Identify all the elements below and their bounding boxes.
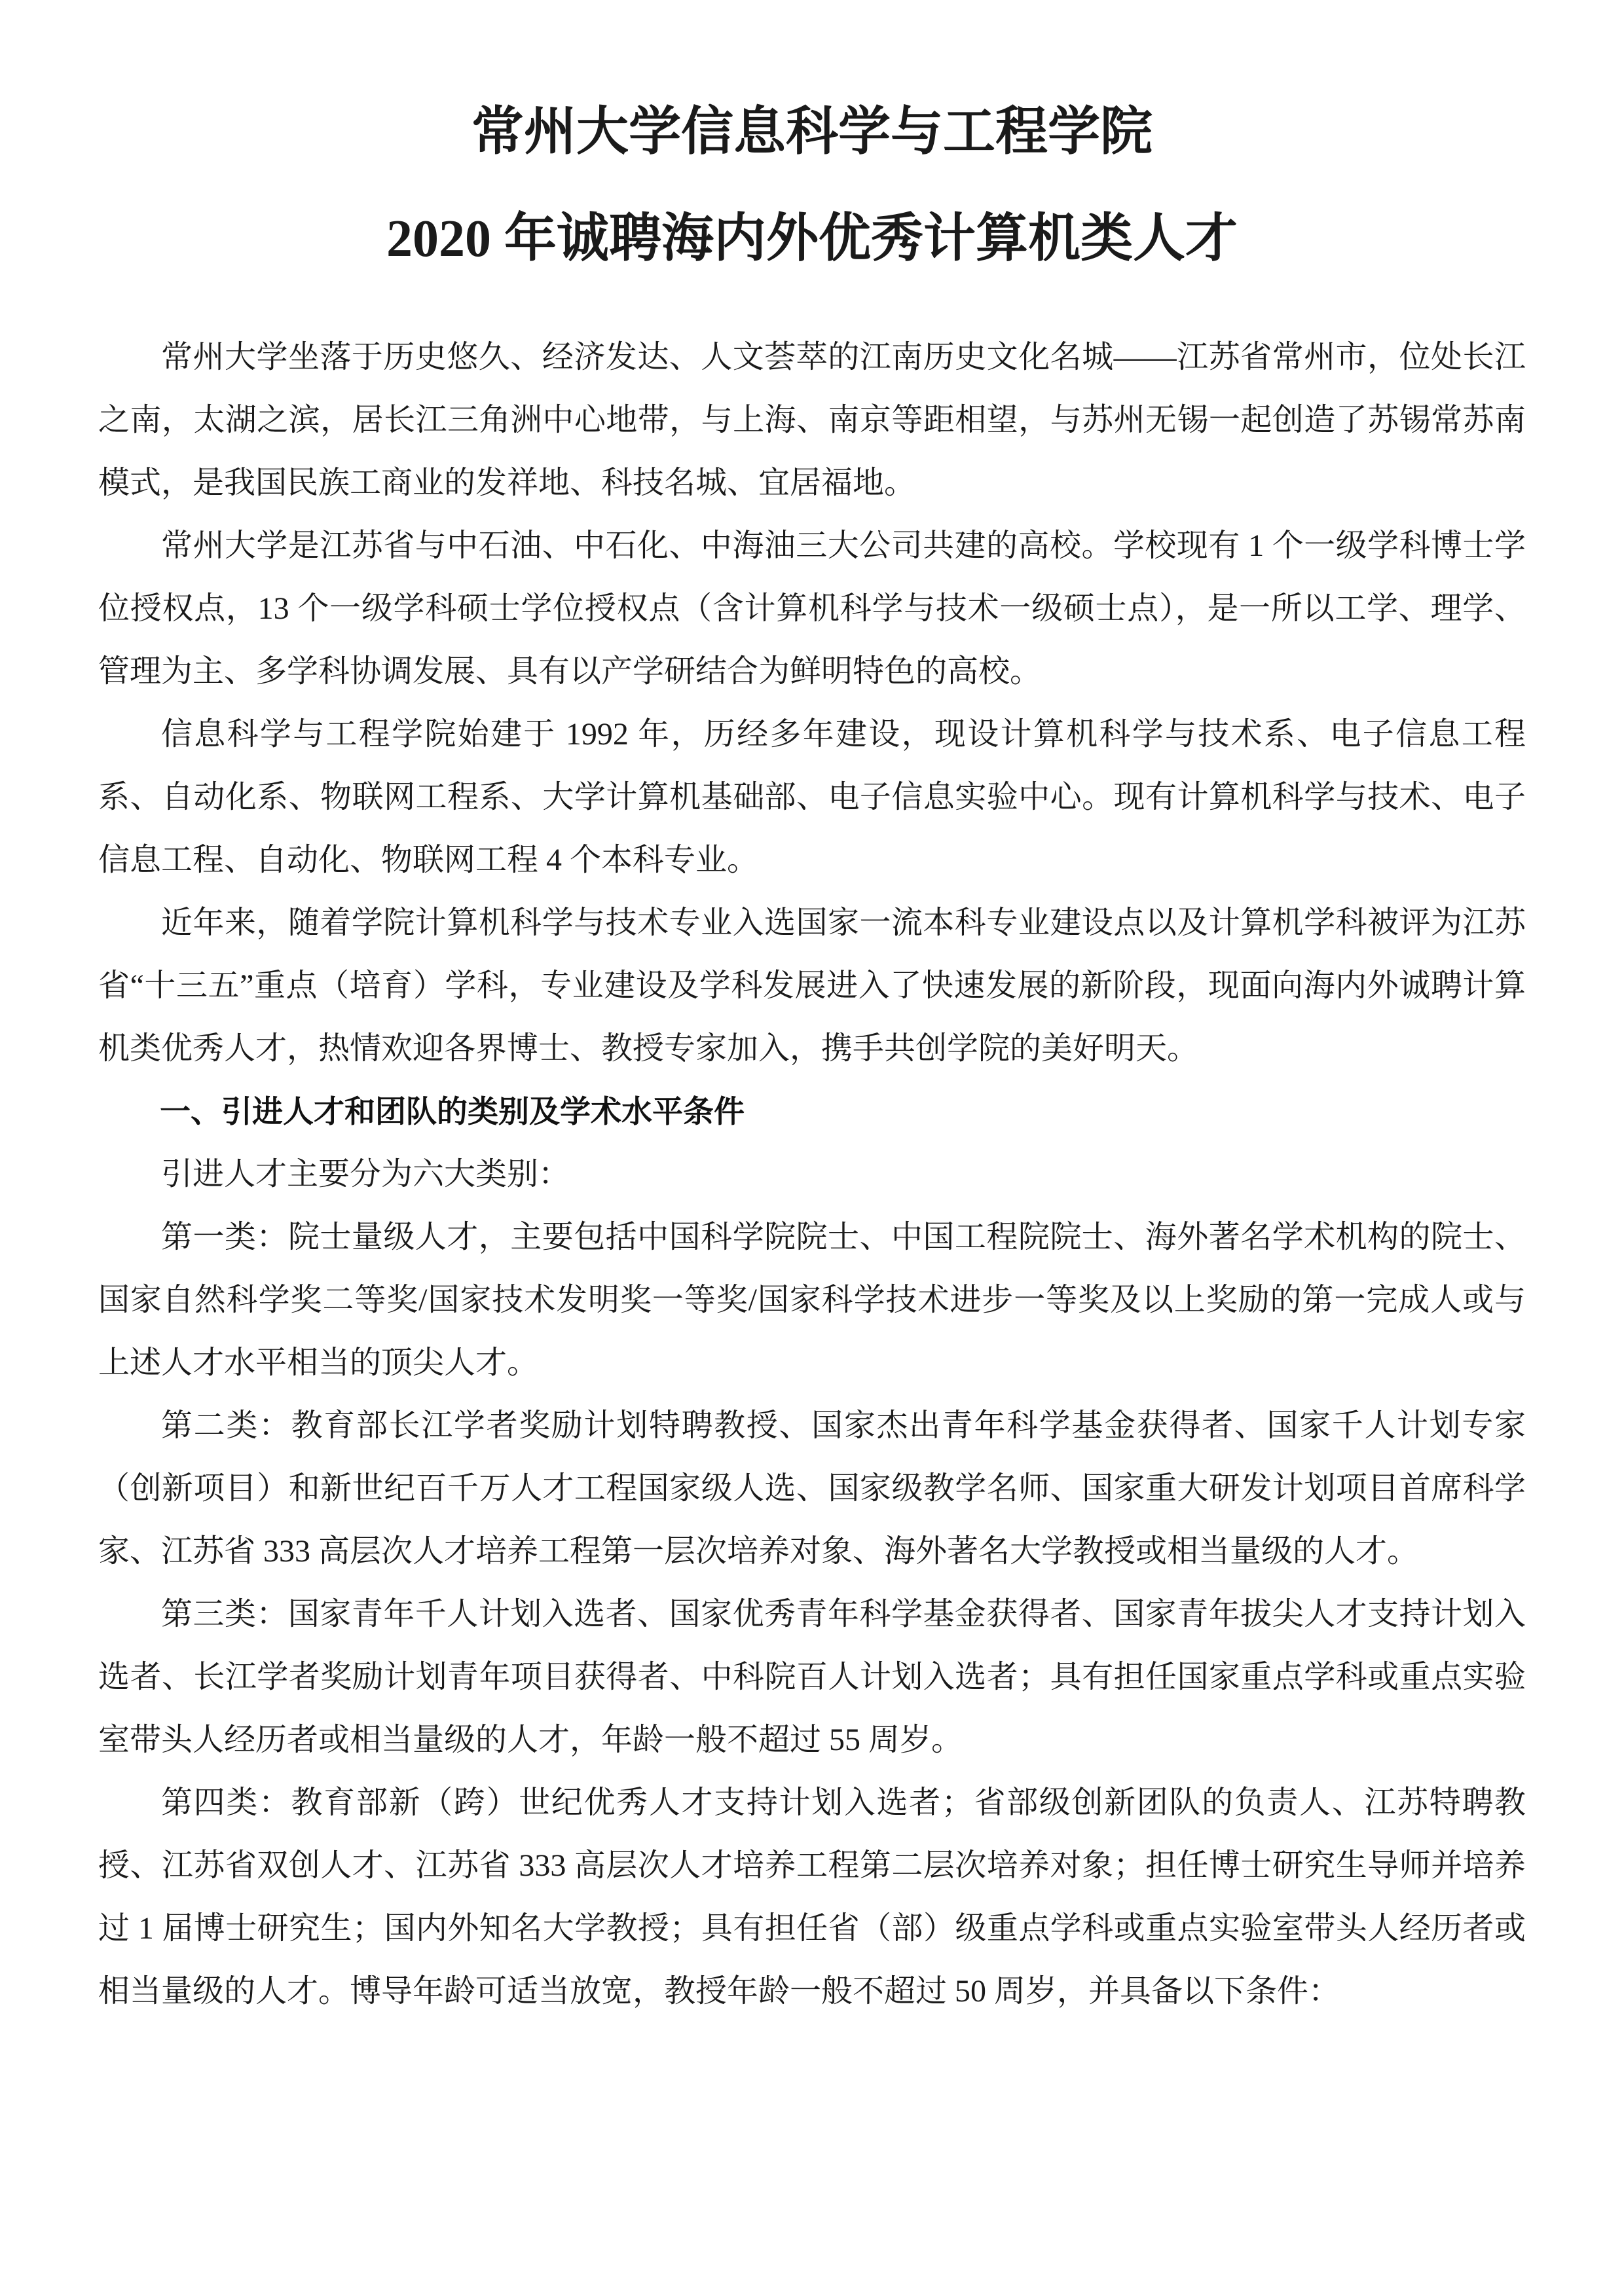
category-paragraph-1: 第一类：院士量级人才，主要包括中国科学院院士、中国工程院院士、海外著名学术机构的院士、国家自然科学奖二等奖/国家技术发明奖一等奖/国家科学技术进步一等奖及以上奖励的第一完成人或与上述人才水平相当的顶尖人才。 xyxy=(98,1220,1526,1380)
document-title-line2: 2020 年诚聘海内外优秀计算机类人才 xyxy=(386,210,1238,268)
intro-paragraph-2: 常州大学是江苏省与中石油、中石化、中海油三大公司共建的高校。学校现有 1 个一级学科博士学位授权点，13 个一级学科硕士学位授权点（含计算机科学与技术一级硕士点），是一所以工学、理学、管理为主、多学科协调发展、具有以产学研结合为鲜明特色的高校。 xyxy=(98,528,1526,689)
category-paragraph-3: 第三类：国家青年千人计划入选者、国家优秀青年科学基金获得者、国家青年拔尖人才支持计划入选者、长江学者奖励计划青年项目获得者、中科院百人计划入选者；具有担任国家重点学科或重点实验室带头人经历者或相当量级的人才，年龄一般不超过 55 周岁。 xyxy=(98,1597,1526,1757)
section-lead: 引进人才主要分为六大类别： xyxy=(161,1157,570,1192)
category-paragraph-2: 第二类：教育部长江学者奖励计划特聘教授、国家杰出青年科学基金获得者、国家千人计划专家（创新项目）和新世纪百千万人才工程国家级人选、国家级教学名师、国家重大研发计划项目首席科学家、江苏省 333 高层次人才培养工程第一层次培养对象、海外著名大学教授或相当量级的人才。 xyxy=(98,1408,1526,1569)
intro-paragraph-1: 常州大学坐落于历史悠久、经济发达、人文荟萃的江南历史文化名城——江苏省常州市，位处长江之南，太湖之滨，居长江三角洲中心地带，与上海、南京等距相望，与苏州无锡一起创造了苏锡常苏南模式，是我国民族工商业的发祥地、科技名城、宜居福地。 xyxy=(98,340,1526,500)
intro-paragraph-4: 近年来，随着学院计算机科学与技术专业入选国家一流本科专业建设点以及计算机学科被评为江苏省“十三五”重点（培育）学科，专业建设及学科发展进入了快速发展的新阶段，现面向海内外诚聘计算机类优秀人才，热情欢迎各界博士、教授专家加入，携手共创学院的美好明天。 xyxy=(98,905,1526,1066)
document-body xyxy=(98,326,1526,2023)
category-paragraph-4: 第四类：教育部新（跨）世纪优秀人才支持计划入选者；省部级创新团队的负责人、江苏特聘教授、江苏省双创人才、江苏省 333 高层次人才培养工程第二层次培养对象；担任博士研究生导师并培养过 1 届博士研究生；国内外知名大学教授；具有担任省（部）级重点学科或重点实验室带头人经历者或相当量级的人才。博导年龄可适当放宽，教授年龄一般不超过 50 周岁，并具备以下条件： xyxy=(98,1785,1526,2009)
document-title-line1: 常州大学信息科学与工程学院 xyxy=(471,103,1153,161)
section-heading: 一、引进人才和团队的类别及学术水平条件 xyxy=(160,1094,745,1129)
intro-paragraph-3: 信息科学与工程学院始建于 1992 年，历经多年建设，现设计算机科学与技术系、电子信息工程系、自动化系、物联网工程系、大学计算机基础部、电子信息实验中心。现有计算机科学与技术、电子信息工程、自动化、物联网工程 4 个本科专业。 xyxy=(98,717,1526,877)
